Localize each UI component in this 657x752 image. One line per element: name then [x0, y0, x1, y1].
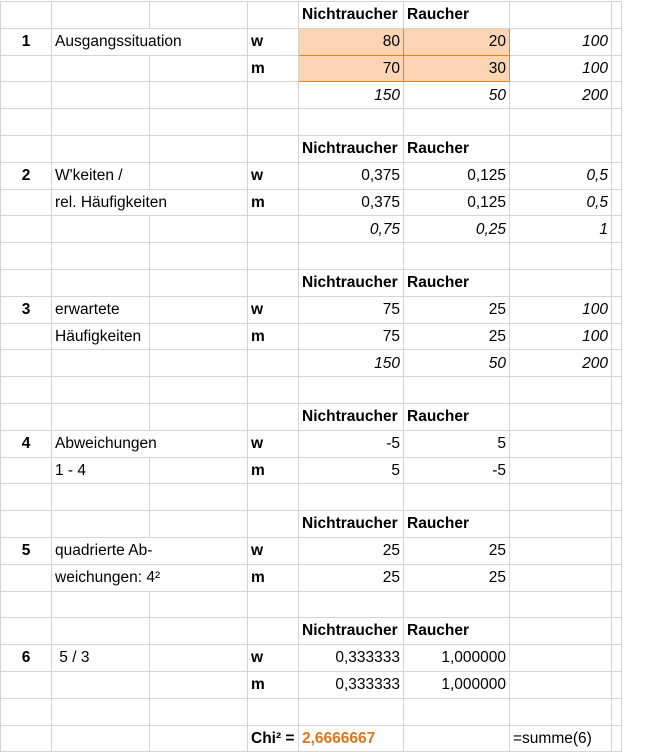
- cell[interactable]: [1, 591, 52, 618]
- cell[interactable]: [52, 2, 150, 29]
- chi-square-value[interactable]: 2,6666667: [299, 725, 404, 752]
- section-index[interactable]: 3: [1, 296, 52, 323]
- cell[interactable]: [150, 135, 248, 162]
- observed-m-smoker[interactable]: 30: [404, 55, 510, 82]
- cell[interactable]: [1, 243, 52, 270]
- cell[interactable]: [612, 323, 622, 350]
- cell[interactable]: [612, 189, 622, 216]
- section-4-header-row: [1, 403, 622, 430]
- cell[interactable]: [612, 350, 622, 377]
- cell[interactable]: [150, 109, 248, 136]
- cell[interactable]: [248, 82, 299, 109]
- cell[interactable]: [510, 243, 612, 270]
- cell[interactable]: [510, 698, 612, 725]
- cell[interactable]: [52, 216, 150, 243]
- cell[interactable]: [1, 671, 52, 698]
- row-total[interactable]: 0,5: [510, 162, 612, 189]
- cell[interactable]: [510, 671, 612, 698]
- empty-row: [1, 377, 622, 404]
- cell[interactable]: [248, 135, 299, 162]
- cell[interactable]: [248, 109, 299, 136]
- cell[interactable]: [150, 511, 248, 538]
- cell[interactable]: [52, 243, 150, 270]
- cell[interactable]: [612, 216, 622, 243]
- section-label[interactable]: erwartete: [52, 296, 150, 323]
- cell[interactable]: [510, 377, 612, 404]
- cell[interactable]: [1, 269, 52, 296]
- deviation-m-smoker[interactable]: -5: [404, 457, 510, 484]
- cell[interactable]: [510, 430, 612, 457]
- header-smoker[interactable]: Raucher: [404, 511, 510, 538]
- column-total[interactable]: 50: [404, 82, 510, 109]
- cell[interactable]: [612, 698, 622, 725]
- cell[interactable]: [612, 484, 622, 511]
- cell[interactable]: [52, 403, 150, 430]
- chi-component-w-smoker[interactable]: 1,000000: [404, 645, 510, 672]
- probability-m-smoker[interactable]: 0,125: [404, 189, 510, 216]
- cell[interactable]: [52, 269, 150, 296]
- cell[interactable]: [150, 323, 248, 350]
- grand-total[interactable]: 200: [510, 82, 612, 109]
- cell[interactable]: [510, 645, 612, 672]
- section-label[interactable]: Häufigkeiten: [52, 323, 150, 350]
- row-total[interactable]: 100: [510, 323, 612, 350]
- cell[interactable]: [1, 55, 52, 82]
- observed-m-non-smoker[interactable]: 70: [299, 55, 404, 82]
- cell[interactable]: [248, 377, 299, 404]
- cell[interactable]: [150, 55, 248, 82]
- cell[interactable]: [510, 537, 612, 564]
- squared-deviation-m-smoker[interactable]: 25: [404, 564, 510, 591]
- header-non-smoker[interactable]: Nichtraucher: [299, 618, 404, 645]
- row-total[interactable]: 100: [510, 28, 612, 55]
- cell[interactable]: [299, 109, 404, 136]
- cell[interactable]: [1, 457, 52, 484]
- cell[interactable]: [52, 109, 150, 136]
- cell[interactable]: [150, 618, 248, 645]
- cell[interactable]: [1, 135, 52, 162]
- section-index[interactable]: 5: [1, 537, 52, 564]
- cell[interactable]: [52, 725, 150, 752]
- cell[interactable]: [1, 82, 52, 109]
- cell[interactable]: [510, 403, 612, 430]
- sex-label[interactable]: m: [248, 457, 299, 484]
- cell[interactable]: [150, 725, 248, 752]
- sex-label[interactable]: m: [248, 564, 299, 591]
- cell[interactable]: [248, 269, 299, 296]
- cell[interactable]: [150, 162, 248, 189]
- cell[interactable]: [150, 698, 248, 725]
- cell[interactable]: [52, 350, 150, 377]
- cell[interactable]: [150, 591, 248, 618]
- cell[interactable]: [612, 82, 622, 109]
- cell[interactable]: [52, 698, 150, 725]
- cell[interactable]: [510, 457, 612, 484]
- cell[interactable]: [150, 457, 248, 484]
- cell[interactable]: [299, 698, 404, 725]
- cell[interactable]: [52, 511, 150, 538]
- cell[interactable]: [248, 511, 299, 538]
- sex-label[interactable]: m: [248, 55, 299, 82]
- cell[interactable]: [1, 725, 52, 752]
- expected-m-non-smoker[interactable]: 75: [299, 323, 404, 350]
- table-row: [1, 645, 622, 672]
- section-2-header-row: [1, 135, 622, 162]
- cell[interactable]: [612, 162, 622, 189]
- row-total[interactable]: 100: [510, 296, 612, 323]
- cell[interactable]: [612, 269, 622, 296]
- cell[interactable]: [1, 484, 52, 511]
- cell[interactable]: [612, 591, 622, 618]
- table-row: [1, 537, 622, 564]
- expected-m-smoker[interactable]: 25: [404, 323, 510, 350]
- cell[interactable]: [612, 377, 622, 404]
- cell[interactable]: [510, 109, 612, 136]
- cell[interactable]: [248, 2, 299, 29]
- probability-w-non-smoker[interactable]: 0,375: [299, 162, 404, 189]
- sex-label[interactable]: w: [248, 430, 299, 457]
- cell[interactable]: [1, 564, 52, 591]
- cell[interactable]: [612, 135, 622, 162]
- section-label[interactable]: 1 - 4: [52, 457, 150, 484]
- observed-w-smoker[interactable]: 20: [404, 28, 510, 55]
- cell[interactable]: [150, 350, 248, 377]
- column-total[interactable]: 0,25: [404, 216, 510, 243]
- section-label[interactable]: W'keiten /: [52, 162, 150, 189]
- section-index[interactable]: 1: [1, 28, 52, 55]
- header-smoker[interactable]: Raucher: [404, 618, 510, 645]
- cell[interactable]: [510, 511, 612, 538]
- section-label[interactable]: quadrierte Ab-: [52, 537, 248, 564]
- cell[interactable]: [52, 135, 150, 162]
- table-row: [1, 430, 622, 457]
- sex-label[interactable]: w: [248, 162, 299, 189]
- empty-row: [1, 698, 622, 725]
- cell[interactable]: [612, 296, 622, 323]
- cell[interactable]: [612, 403, 622, 430]
- section-index[interactable]: 4: [1, 430, 52, 457]
- cell[interactable]: [150, 645, 248, 672]
- section-label[interactable]: Abweichungen: [52, 430, 248, 457]
- cell[interactable]: [612, 430, 622, 457]
- section-label[interactable]: 5 / 3: [52, 645, 150, 672]
- cell[interactable]: [248, 350, 299, 377]
- cell[interactable]: [150, 269, 248, 296]
- sex-label[interactable]: m: [248, 671, 299, 698]
- cell[interactable]: [612, 55, 622, 82]
- cell[interactable]: [404, 698, 510, 725]
- cell[interactable]: [52, 82, 150, 109]
- cell[interactable]: [1, 698, 52, 725]
- probability-w-smoker[interactable]: 0,125: [404, 162, 510, 189]
- section-label[interactable]: rel. Häufigkeiten: [52, 189, 248, 216]
- header-smoker[interactable]: Raucher: [404, 403, 510, 430]
- chi-square-label[interactable]: Chi² =: [248, 725, 299, 752]
- cell[interactable]: [150, 671, 248, 698]
- cell[interactable]: [404, 243, 510, 270]
- cell[interactable]: [510, 564, 612, 591]
- cell[interactable]: [150, 82, 248, 109]
- section-index[interactable]: 2: [1, 162, 52, 189]
- sex-label[interactable]: w: [248, 28, 299, 55]
- grand-total[interactable]: 1: [510, 216, 612, 243]
- header-non-smoker[interactable]: Nichtraucher: [299, 135, 404, 162]
- cell[interactable]: [612, 243, 622, 270]
- cell[interactable]: [299, 591, 404, 618]
- probability-m-non-smoker[interactable]: 0,375: [299, 189, 404, 216]
- cell[interactable]: [612, 618, 622, 645]
- cell[interactable]: [150, 296, 248, 323]
- cell[interactable]: [248, 698, 299, 725]
- section-6-header-row: [1, 618, 622, 645]
- squared-deviation-w-non-smoker[interactable]: 25: [299, 537, 404, 564]
- totals-row: [1, 216, 622, 243]
- cell[interactable]: [510, 591, 612, 618]
- cell[interactable]: [52, 484, 150, 511]
- cell[interactable]: [52, 618, 150, 645]
- cell[interactable]: [1, 377, 52, 404]
- section-label[interactable]: Ausgangssituation: [52, 28, 248, 55]
- cell[interactable]: [150, 484, 248, 511]
- table-row: [1, 28, 622, 55]
- chi-component-m-smoker[interactable]: 1,000000: [404, 671, 510, 698]
- cell[interactable]: [510, 135, 612, 162]
- section-label[interactable]: weichungen: 4²: [52, 564, 248, 591]
- totals-row: [1, 350, 622, 377]
- header-non-smoker[interactable]: Nichtraucher: [299, 403, 404, 430]
- cell[interactable]: [612, 725, 622, 752]
- sex-label[interactable]: m: [248, 189, 299, 216]
- cell[interactable]: [1, 511, 52, 538]
- column-total[interactable]: 0,75: [299, 216, 404, 243]
- header-non-smoker[interactable]: Nichtraucher: [299, 269, 404, 296]
- expected-w-smoker[interactable]: 25: [404, 296, 510, 323]
- table-row: [1, 296, 622, 323]
- cell[interactable]: [612, 537, 622, 564]
- cell[interactable]: [248, 403, 299, 430]
- cell[interactable]: [404, 591, 510, 618]
- cell[interactable]: [299, 243, 404, 270]
- cell[interactable]: [299, 484, 404, 511]
- cell[interactable]: [248, 618, 299, 645]
- section-1-header-row: [1, 2, 622, 29]
- section-3-header-row: [1, 269, 622, 296]
- cell[interactable]: [612, 511, 622, 538]
- cell[interactable]: [1, 403, 52, 430]
- cell[interactable]: [150, 377, 248, 404]
- cell[interactable]: [612, 645, 622, 672]
- cell[interactable]: [299, 377, 404, 404]
- chi-component-w-non-smoker[interactable]: 0,333333: [299, 645, 404, 672]
- row-total[interactable]: 100: [510, 55, 612, 82]
- cell[interactable]: [1, 189, 52, 216]
- table-row: [1, 564, 622, 591]
- squared-deviation-m-non-smoker[interactable]: 25: [299, 564, 404, 591]
- header-smoker[interactable]: Raucher: [404, 2, 510, 29]
- cell[interactable]: [1, 618, 52, 645]
- observed-w-non-smoker[interactable]: 80: [299, 28, 404, 55]
- header-non-smoker[interactable]: Nichtraucher: [299, 511, 404, 538]
- cell[interactable]: [404, 725, 510, 752]
- formula-note[interactable]: =summe(6): [510, 725, 612, 752]
- row-total[interactable]: 0,5: [510, 189, 612, 216]
- sex-label[interactable]: w: [248, 645, 299, 672]
- cell[interactable]: [612, 564, 622, 591]
- column-total[interactable]: 150: [299, 350, 404, 377]
- cell[interactable]: [52, 591, 150, 618]
- cell[interactable]: [510, 618, 612, 645]
- header-smoker[interactable]: Raucher: [404, 135, 510, 162]
- totals-row: [1, 82, 622, 109]
- deviation-m-non-smoker[interactable]: 5: [299, 457, 404, 484]
- section-index[interactable]: 6: [1, 645, 52, 672]
- cell[interactable]: [1, 2, 52, 29]
- cell[interactable]: [150, 403, 248, 430]
- cell[interactable]: [612, 109, 622, 136]
- cell[interactable]: [404, 109, 510, 136]
- cell[interactable]: [150, 243, 248, 270]
- cell[interactable]: [52, 55, 150, 82]
- empty-row: [1, 591, 622, 618]
- cell[interactable]: [612, 457, 622, 484]
- cell[interactable]: [510, 2, 612, 29]
- header-non-smoker[interactable]: Nichtraucher: [299, 2, 404, 29]
- sex-label[interactable]: w: [248, 296, 299, 323]
- cell[interactable]: [248, 216, 299, 243]
- cell[interactable]: [612, 671, 622, 698]
- cell[interactable]: [248, 243, 299, 270]
- deviation-w-smoker[interactable]: 5: [404, 430, 510, 457]
- cell[interactable]: [1, 350, 52, 377]
- spreadsheet-grid: [0, 1, 622, 752]
- cell[interactable]: [1, 323, 52, 350]
- cell[interactable]: [52, 671, 150, 698]
- cell[interactable]: [1, 109, 52, 136]
- section-5-header-row: [1, 511, 622, 538]
- cell[interactable]: [510, 269, 612, 296]
- empty-row: [1, 484, 622, 511]
- cell[interactable]: [612, 28, 622, 55]
- table-row: [1, 55, 622, 82]
- table-row: [1, 323, 622, 350]
- grand-total[interactable]: 200: [510, 350, 612, 377]
- table-row: [1, 671, 622, 698]
- table-row: [1, 189, 622, 216]
- column-total[interactable]: 50: [404, 350, 510, 377]
- empty-row: [1, 109, 622, 136]
- header-smoker[interactable]: Raucher: [404, 269, 510, 296]
- result-row: [1, 725, 622, 752]
- squared-deviation-w-smoker[interactable]: 25: [404, 537, 510, 564]
- empty-row: [1, 243, 622, 270]
- sex-label[interactable]: m: [248, 323, 299, 350]
- table-row: [1, 457, 622, 484]
- chi-component-m-non-smoker[interactable]: 0,333333: [299, 671, 404, 698]
- cell[interactable]: [510, 484, 612, 511]
- deviation-w-non-smoker[interactable]: -5: [299, 430, 404, 457]
- cell[interactable]: [150, 2, 248, 29]
- cell[interactable]: [404, 484, 510, 511]
- sex-label[interactable]: w: [248, 537, 299, 564]
- expected-w-non-smoker[interactable]: 75: [299, 296, 404, 323]
- cell[interactable]: [52, 377, 150, 404]
- cell[interactable]: [404, 377, 510, 404]
- column-total[interactable]: 150: [299, 82, 404, 109]
- cell[interactable]: [248, 484, 299, 511]
- table-row: [1, 162, 622, 189]
- cell[interactable]: [150, 216, 248, 243]
- cell[interactable]: [612, 2, 622, 29]
- cell[interactable]: [248, 591, 299, 618]
- cell[interactable]: [1, 216, 52, 243]
